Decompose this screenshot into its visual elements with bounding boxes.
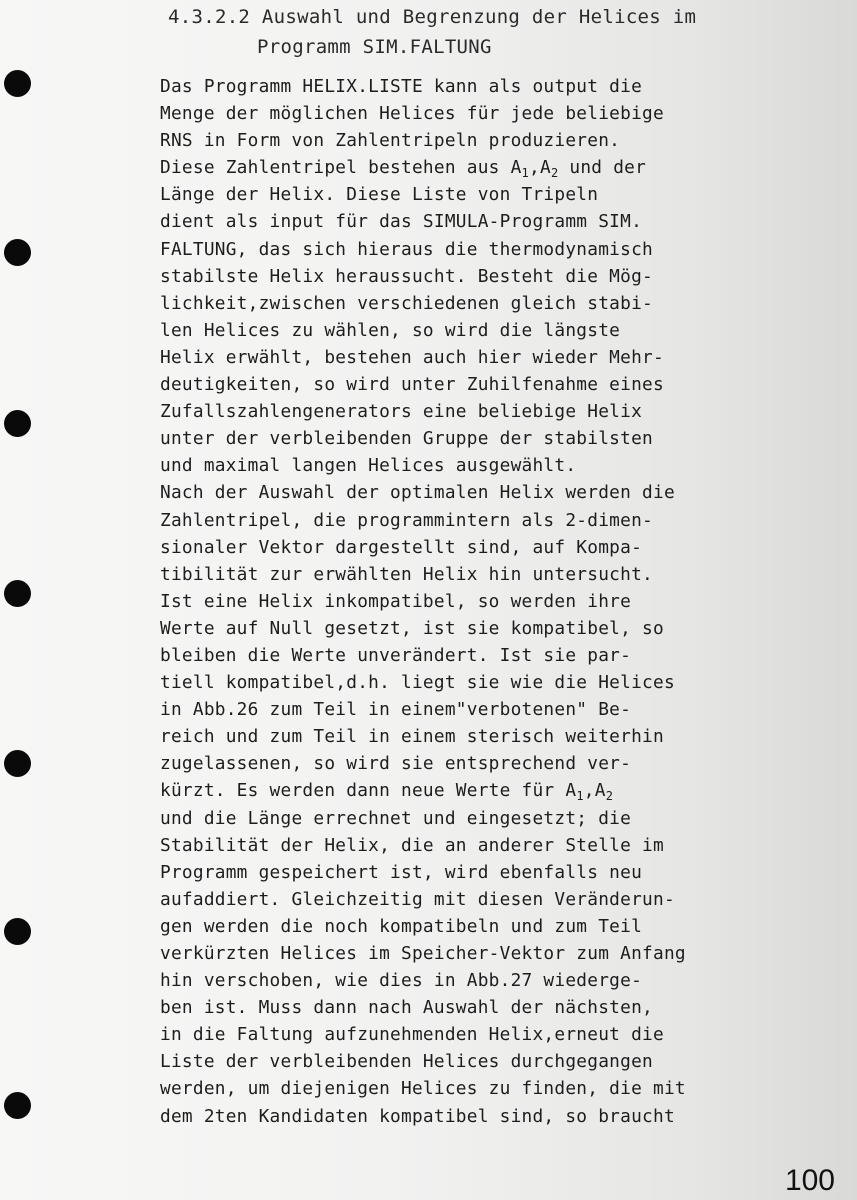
text-line: Liste der verbleibenden Helices durchgegangen xyxy=(160,1051,653,1073)
text-line: Werte auf Null gesetzt, ist sie kompatibel, so xyxy=(160,617,664,639)
body-text xyxy=(160,73,740,1130)
text-line: Ist eine Helix inkompatibel, so werden ihre xyxy=(160,590,632,612)
text-line: len Helices zu wählen, so wird die längste xyxy=(160,319,621,341)
text-line: dient als input für das SIMULA-Programm SIM. xyxy=(160,211,643,233)
text-line: Menge der möglichen Helices für jede beliebige xyxy=(160,103,664,125)
punch-hole xyxy=(4,750,31,777)
text-line: tibilität zur erwählten Helix hin untersucht. xyxy=(160,563,653,585)
text-line: Zahlentripel, die programmintern als 2-dimen- xyxy=(160,509,653,531)
text-line: kürzt. Es werden dann neue Werte für $A_1,A_2$ xyxy=(160,780,614,804)
text-line: lichkeit,zwischen verschiedenen gleich stabi- xyxy=(160,292,653,314)
text-line: hin verschoben, wie dies in Abb.27 wiederge- xyxy=(160,970,643,992)
text-line: in Abb.26 zum Teil in einem"verbotenen" Be- xyxy=(160,699,632,721)
text-line: Stabilität der Helix, die an anderer Stelle im xyxy=(160,834,664,856)
section-heading-continued: Programm SIM.FALTUNG xyxy=(257,36,492,58)
text-line: Das Programm HELIX.LISTE kann als output die xyxy=(160,76,643,97)
text-line: zugelassenen, so wird sie entsprechend ver- xyxy=(160,753,632,775)
text-line: Helix erwählt, bestehen auch hier wieder Mehr- xyxy=(160,346,664,368)
text-line: unter der verbleibenden Gruppe der stabilsten xyxy=(160,428,653,450)
punch-hole xyxy=(4,239,31,266)
punch-hole xyxy=(4,580,31,607)
text-line: stabilste Helix heraussucht. Besteht die Mög- xyxy=(160,265,653,287)
text-line: Programm gespeichert ist, wird ebenfalls neu xyxy=(160,861,643,883)
text-line: Länge der Helix. Diese Liste von Tripeln xyxy=(160,184,599,206)
text-line: Diese Zahlentripel bestehen aus $A_1,A_2$ und der xyxy=(160,157,647,181)
text-line: werden, um diejenigen Helices zu finden, die mit xyxy=(160,1078,686,1100)
text-line: verkürzten Helices im Speicher-Vektor zum Anfang xyxy=(160,943,686,964)
text-line: und die Länge errechnet und eingesetzt; die xyxy=(160,807,632,829)
text-line: gen werden die noch kompatibeln und zum Teil xyxy=(160,915,643,937)
text-line: in die Faltung aufzunehmenden Helix,erneut die xyxy=(160,1024,664,1046)
page-number: 100 xyxy=(784,1164,835,1197)
text-line: Zufallszahlengenerators eine beliebige Helix xyxy=(160,401,643,423)
text-line: Nach der Auswahl der optimalen Helix werden die xyxy=(160,482,675,504)
punch-hole xyxy=(4,1092,31,1119)
text-line: bleiben die Werte unverändert. Ist sie par- xyxy=(160,644,632,666)
text-line: ben ist. Muss dann nach Auswahl der nächsten, xyxy=(160,997,653,1019)
text-line: FALTUNG, das sich hieraus die thermodynamisch xyxy=(160,238,653,260)
text-line: RNS in Form von Zahlentripeln produzieren. xyxy=(160,130,621,152)
punch-hole xyxy=(4,918,31,945)
text-line: sionaler Vektor dargestellt sind, auf Kompa- xyxy=(160,536,643,558)
punch-hole xyxy=(4,410,31,437)
text-line: tiell kompatibel,d.h. liegt sie wie die Helices xyxy=(160,672,675,694)
text-line: dem 2ten Kandidaten kompatibel sind, so braucht xyxy=(160,1105,675,1127)
punch-hole xyxy=(4,70,31,97)
section-heading: 4.3.2.2 Auswahl und Begrenzung der Helices im xyxy=(168,6,697,28)
text-line: aufaddiert. Gleichzeitig mit diesen Veränderun- xyxy=(160,888,675,910)
text-line: reich und zum Teil in einem sterisch weiterhin xyxy=(160,726,664,748)
text-line: und maximal langen Helices ausgewählt. xyxy=(160,455,577,477)
text-line: deutigkeiten, so wird unter Zuhilfenahme eines xyxy=(160,374,664,396)
